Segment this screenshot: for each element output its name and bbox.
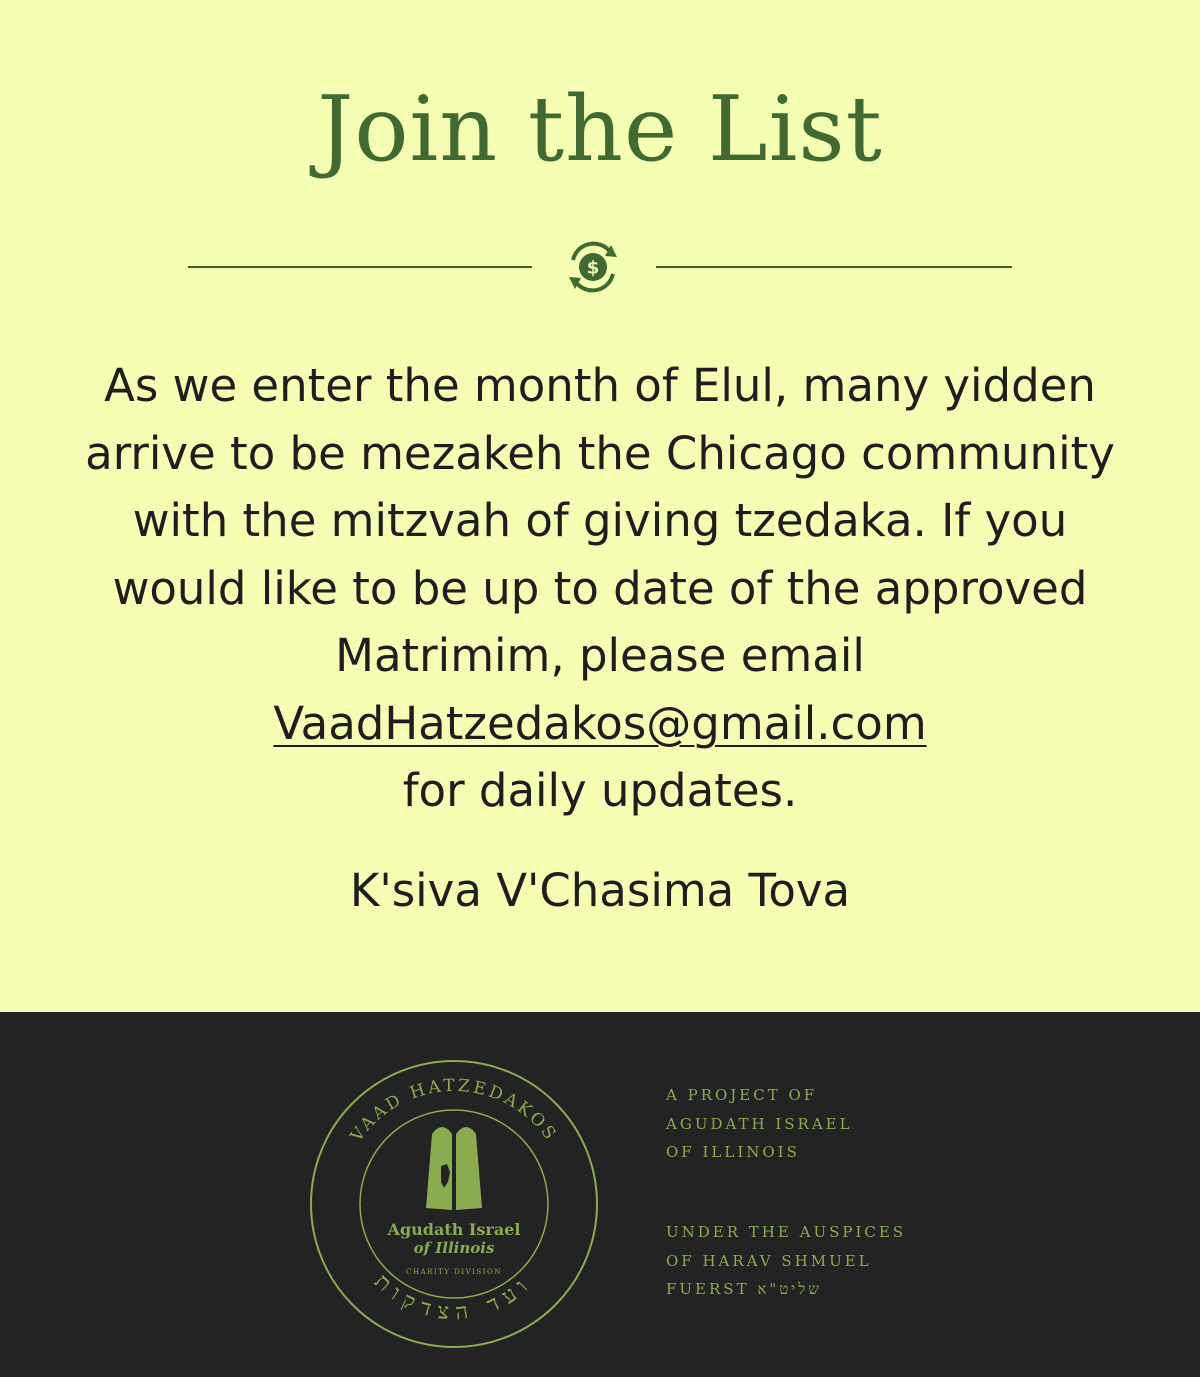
tablets-icon bbox=[426, 1127, 482, 1210]
page-title: Join the List bbox=[317, 77, 883, 182]
dollar-cycle-icon bbox=[564, 238, 622, 296]
svg-text:VAAD HATZEDAKOS bbox=[346, 1076, 561, 1147]
auspices-line: OF HARAV SHMUEL bbox=[666, 1251, 872, 1270]
svg-text:$: $ bbox=[586, 257, 600, 279]
divider-line-right bbox=[656, 266, 1012, 268]
auspices-credit bbox=[666, 1218, 906, 1304]
project-credit bbox=[666, 1081, 853, 1167]
divider bbox=[188, 236, 1012, 298]
message-paragraph bbox=[70, 352, 1130, 825]
closing-greeting: K'siva V'Chasima Tova bbox=[349, 864, 851, 917]
project-line: AGUDATH ISRAEL bbox=[666, 1114, 853, 1133]
message-text-end: for daily updates. bbox=[402, 764, 798, 817]
seal-outer-text: VAAD HATZEDAKOS bbox=[346, 1075, 562, 1146]
auspices-line: FUERST שליט"א bbox=[666, 1280, 822, 1298]
seal-hebrew-text: ועד הצדקות bbox=[369, 1269, 539, 1326]
project-line: OF ILLINOIS bbox=[666, 1143, 800, 1161]
seal-org-location: of Illinois bbox=[413, 1239, 495, 1257]
message-text: As we enter the month of Elul, many yidden arrive to be mezakeh the Chicago community with the mitzvah of giving tzedaka. If you would like to be up to date of the approved Matrimim, please email bbox=[85, 359, 1115, 682]
project-line: A PROJECT OF bbox=[666, 1086, 818, 1104]
seal-division: CHARITY DIVISION bbox=[406, 1268, 502, 1276]
seal-org-name: Agudath Israel bbox=[387, 1220, 521, 1239]
email-link[interactable]: VaadHatzedakos@gmail.com bbox=[273, 696, 927, 750]
footer bbox=[0, 1012, 1200, 1377]
divider-line-left bbox=[188, 266, 532, 268]
auspices-line: UNDER THE AUSPICES bbox=[666, 1223, 907, 1241]
vaad-hatzedakos-seal bbox=[308, 1058, 600, 1350]
